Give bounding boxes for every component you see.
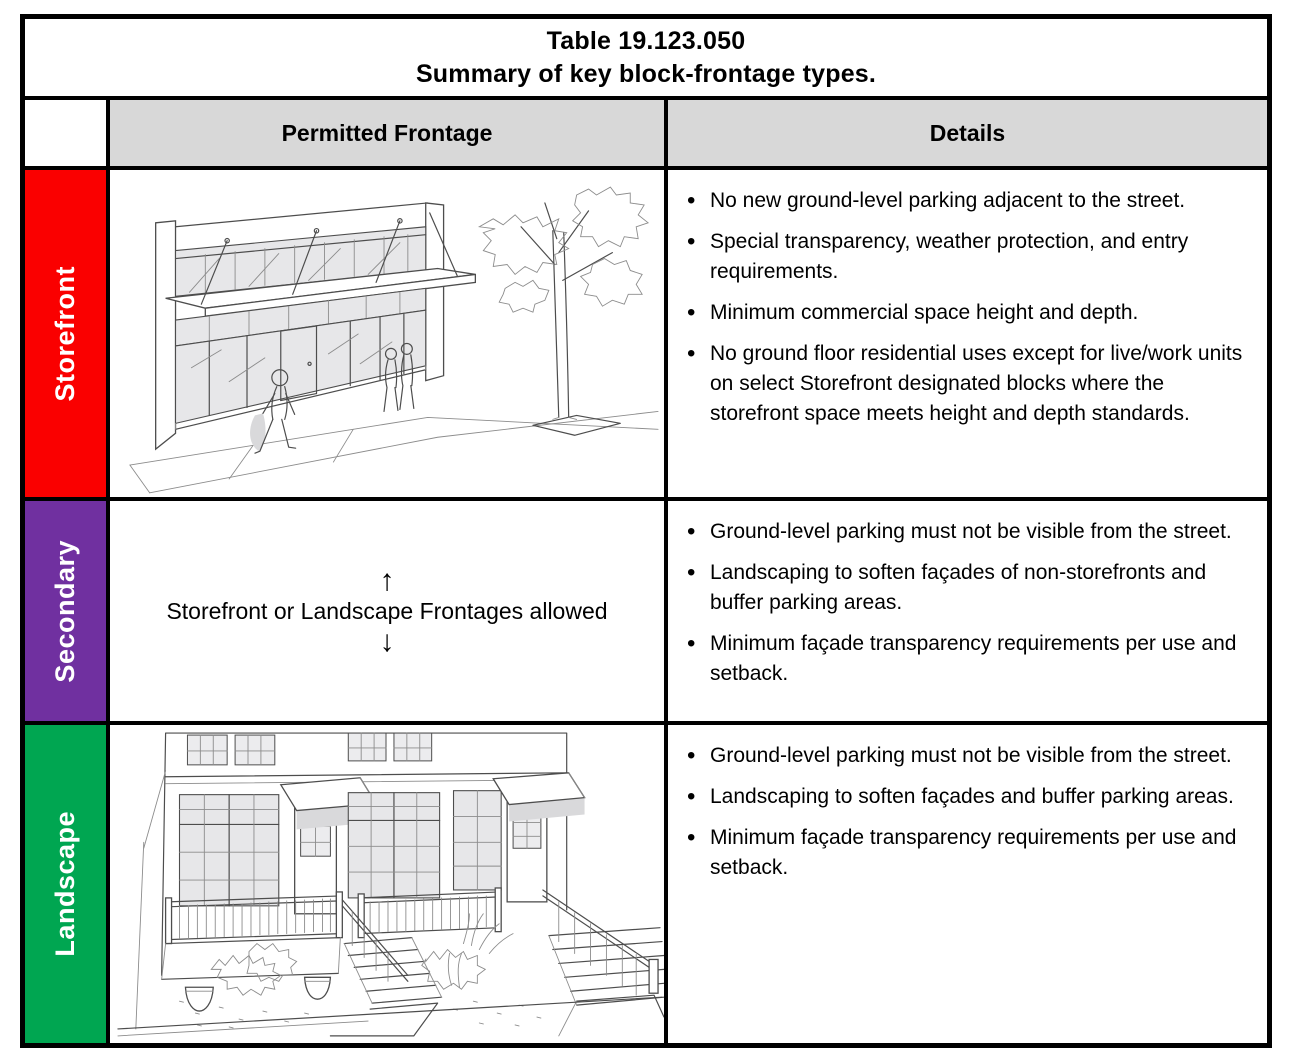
- detail-item: • Landscaping to soften façades of non-storefronts and buffer parking areas.: [684, 558, 1253, 618]
- table-number: Table 19.123.050: [546, 26, 746, 55]
- storefront-permitted-cell: [110, 170, 668, 497]
- permitted-frontage-header: Permitted Frontage: [110, 100, 668, 166]
- detail-item: • Ground-level parking must not be visible from the street.: [684, 517, 1253, 547]
- secondary-permitted-cell: [110, 501, 668, 721]
- storefront-row: [25, 170, 1267, 501]
- table-title: [25, 19, 1267, 100]
- storefront-label: Storefront: [50, 265, 80, 402]
- detail-item: • No ground floor residential uses except for live/work units on select Storefront designated blocks where the storefront space meets height and depth standards.: [684, 339, 1253, 429]
- secondary-details-cell: [668, 501, 1267, 721]
- details-header: Details: [668, 100, 1267, 166]
- secondary-frontage-text: Storefront or Landscape Frontages allowed: [166, 597, 608, 624]
- detail-item: • Minimum commercial space height and depth.: [684, 298, 1253, 328]
- storefront-details-cell: [668, 170, 1267, 497]
- storefront-details-list: [684, 186, 1253, 429]
- landscape-illustration: [110, 730, 664, 1038]
- corner-cell: [25, 100, 110, 166]
- landscape-row: [25, 725, 1267, 1043]
- landscape-label: Landscape: [50, 811, 80, 957]
- storefront-label-cell: [25, 170, 110, 497]
- detail-item: • Minimum façade transparency requirements per use and setback.: [684, 629, 1253, 689]
- landscape-details-list: [684, 741, 1253, 883]
- column-header-row: [25, 100, 1267, 170]
- detail-item: • Landscaping to soften façades and buffer parking areas.: [684, 782, 1253, 812]
- secondary-label: Secondary: [50, 539, 80, 683]
- detail-item: • Special transparency, weather protection, and entry requirements.: [684, 227, 1253, 287]
- secondary-row: [25, 501, 1267, 725]
- secondary-label-cell: [25, 501, 110, 721]
- block-frontage-table: [20, 14, 1272, 1048]
- table-caption: Summary of key block-frontage types.: [415, 59, 877, 88]
- landscape-label-cell: [25, 725, 110, 1043]
- detail-item: • Ground-level parking must not be visible from the street.: [684, 741, 1253, 771]
- detail-item: • Minimum façade transparency requirements per use and setback.: [684, 823, 1253, 883]
- storefront-illustration: [110, 170, 664, 497]
- up-arrow-icon: ↑: [379, 563, 395, 597]
- landscape-details-cell: [668, 725, 1267, 1043]
- landscape-permitted-cell: [110, 725, 668, 1043]
- secondary-details-list: [684, 517, 1253, 689]
- detail-item: • No new ground-level parking adjacent to the street.: [684, 186, 1253, 216]
- down-arrow-icon: ↓: [379, 624, 395, 658]
